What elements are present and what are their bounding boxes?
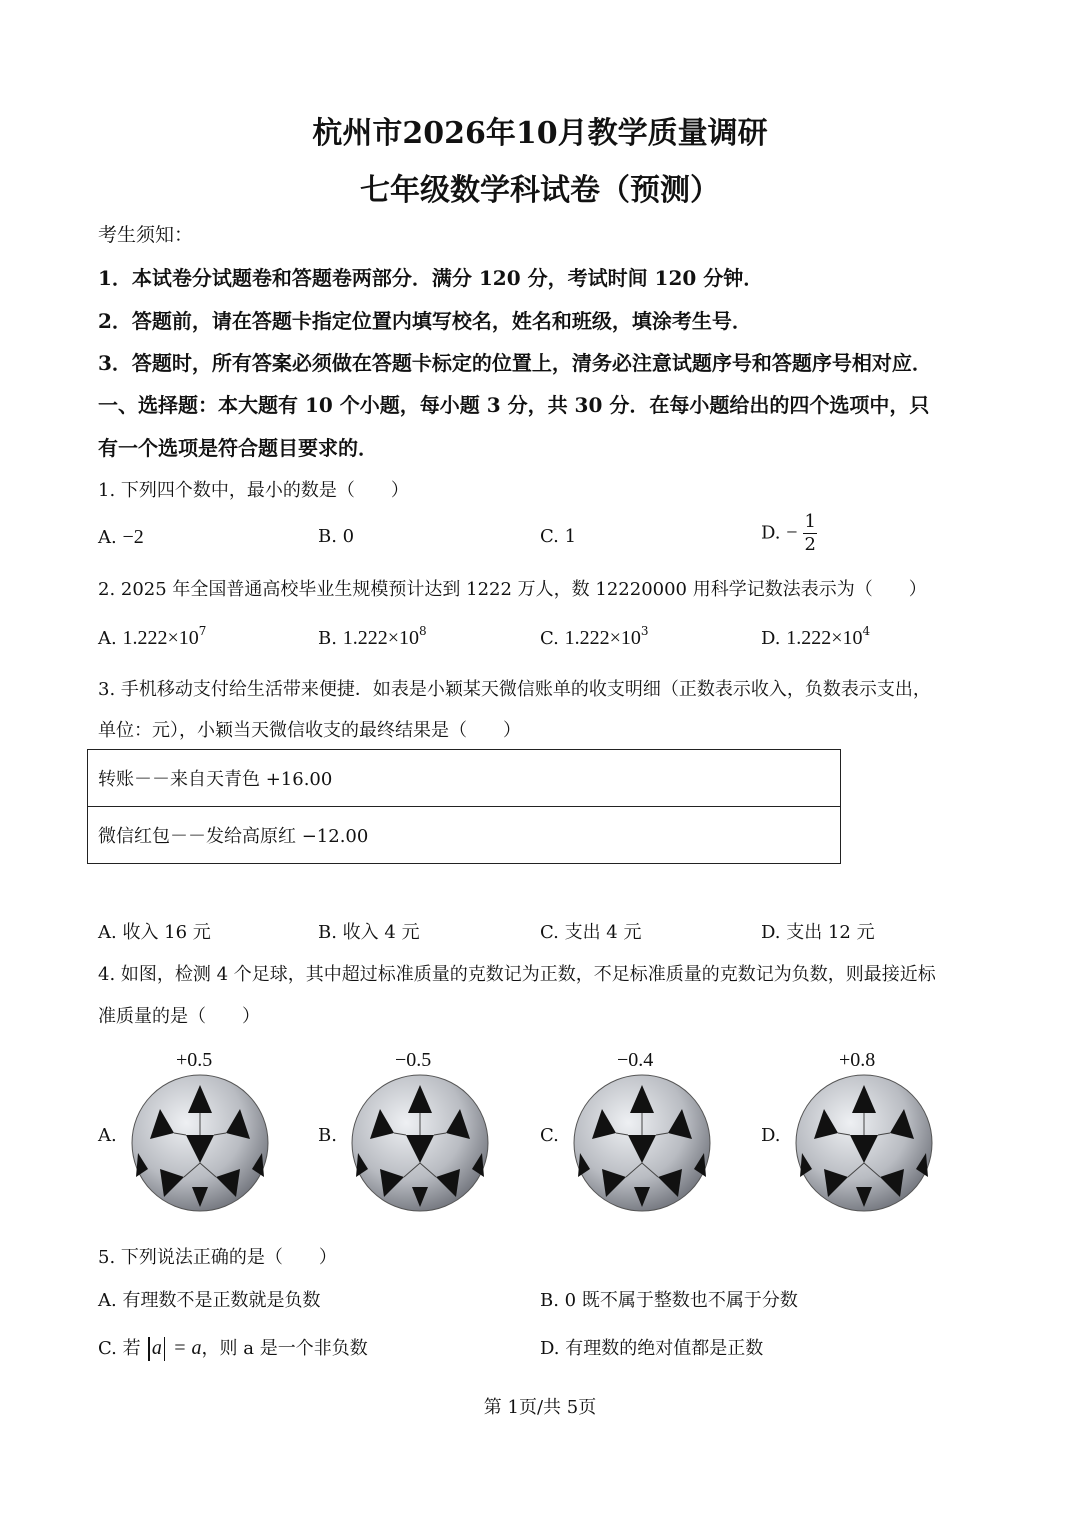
- exam-subtitle: 七年级数学科试卷（预测）: [360, 173, 720, 208]
- q3-option-d: D. 支出 12 元: [761, 922, 875, 943]
- table-row: [88, 750, 841, 807]
- option-label: A.: [98, 628, 117, 649]
- q5-option-b: B. 0 既不属于整数也不属于分数: [540, 1290, 798, 1311]
- abs-bar-left: [148, 1337, 150, 1361]
- q4-option-d-value: +0.8: [839, 1049, 876, 1071]
- fraction-numerator: 1: [804, 511, 816, 532]
- soccer-ball-icon: [794, 1073, 934, 1213]
- q4-option-c-label: C.: [540, 1125, 559, 1146]
- soccer-ball-icon: [572, 1073, 712, 1213]
- q3-stem-line1: 3. 手机移动支付给生活带来便捷．如表是小颖某天微信账单的收支明细（正数表示收入，负数表示支出，: [98, 679, 931, 700]
- option-exponent: 7: [198, 624, 207, 638]
- fraction: [803, 512, 817, 555]
- option-base: 1.222×10: [122, 627, 199, 649]
- q2-option-d: [761, 624, 870, 650]
- q3-stem-line2: 单位：元），小颖当天微信收支的最终结果是（ ）: [98, 720, 521, 741]
- notice-item-3: 3．答题时，所有答案必须做在答题卡标定的位置上，清务必注意试题序号和答题序号相对应．: [98, 351, 932, 375]
- q2-option-c: [540, 624, 649, 650]
- q3-option-a: A. 收入 16 元: [98, 922, 211, 943]
- variable-a: a: [151, 1337, 162, 1359]
- q4-option-b-label: B.: [318, 1125, 337, 1146]
- page-number: 第 1页/共 5页: [483, 1397, 597, 1418]
- option-label: B.: [318, 628, 337, 649]
- option-label: C.: [540, 628, 559, 649]
- q1-stem: 1. 下列四个数中，最小的数是（ ）: [98, 480, 409, 501]
- q4-stem-line1: 4. 如图，检测 4 个足球，其中超过标准质量的克数记为正数，不足标准质量的克数记为负数，则最接近标: [98, 964, 936, 985]
- abs-bar-right: [164, 1337, 166, 1361]
- q5-option-d: D. 有理数的绝对值都是正数: [540, 1338, 764, 1359]
- fraction-denominator: 2: [804, 534, 816, 555]
- q1-option-c: C. 1: [540, 526, 577, 547]
- q2-option-a: [98, 624, 206, 650]
- q2-stem: 2. 2025 年全国普通高校毕业生规模预计达到 1222 万人，数 12220000 用科学记数法表示为（ ）: [98, 579, 927, 600]
- equation-rhs: = a: [173, 1337, 202, 1359]
- option-exponent: 3: [640, 624, 649, 638]
- q1-option-b: B. 0: [318, 526, 355, 547]
- q4-option-c-value: −0.4: [617, 1049, 654, 1071]
- soccer-ball-icon: [350, 1073, 490, 1213]
- q2-option-b: [318, 624, 427, 650]
- option-base: 1.222×10: [342, 627, 419, 649]
- table-cell: 转账－－来自天青色 +16.00: [88, 750, 841, 807]
- q1-option-a: [98, 526, 144, 549]
- table-row: [88, 807, 841, 864]
- notice-item-1: 1．本试卷分试题卷和答题卷两部分．满分 120 分，考试时间 120 分钟．: [98, 266, 764, 290]
- option-base: 1.222×10: [786, 627, 863, 649]
- option-exponent: 8: [418, 624, 427, 638]
- option-label: D.: [761, 522, 781, 544]
- notice-item-2: 2．答题前，请在答题卡指定位置内填写校名，姓名和班级，填涂考生号．: [98, 309, 752, 333]
- section-heading-line2: 有一个选项是符合题目要求的．: [98, 436, 378, 460]
- bill-table: [87, 749, 841, 864]
- option-value: −2: [122, 526, 144, 548]
- q4-option-a-label: A.: [98, 1125, 117, 1146]
- q5-option-c: [98, 1334, 368, 1361]
- soccer-ball-icon: [130, 1073, 270, 1213]
- q3-option-c: C. 支出 4 元: [540, 922, 642, 943]
- option-text: C. 若: [98, 1338, 141, 1359]
- q3-option-b: B. 收入 4 元: [318, 922, 420, 943]
- q4-option-d-label: D.: [761, 1125, 781, 1146]
- option-label: D.: [761, 628, 781, 649]
- minus-sign: −: [786, 521, 798, 544]
- q1-option-d: [761, 512, 817, 555]
- q5-option-a: A. 有理数不是正数就是负数: [98, 1290, 321, 1311]
- exam-title: 杭州市2026年10月教学质量调研: [312, 116, 768, 151]
- option-base: 1.222×10: [564, 627, 641, 649]
- section-heading-line1: 一、选择题：本大题有 10 个小题，每小题 3 分，共 30 分．在每小题给出的四个选项中，只: [98, 393, 930, 417]
- option-text: ，则 a 是一个非负数: [201, 1338, 368, 1359]
- q5-stem: 5. 下列说法正确的是（ ）: [98, 1247, 337, 1268]
- q4-stem-line2: 准质量的是（ ）: [98, 1006, 260, 1027]
- q4-option-b-value: −0.5: [395, 1049, 432, 1071]
- q4-option-a-value: +0.5: [176, 1049, 213, 1071]
- option-exponent: 4: [862, 624, 871, 638]
- table-cell: 微信红包－－发给高原红 −12.00: [88, 807, 841, 864]
- option-label: A.: [98, 527, 117, 548]
- notice-heading: 考生须知：: [98, 224, 194, 246]
